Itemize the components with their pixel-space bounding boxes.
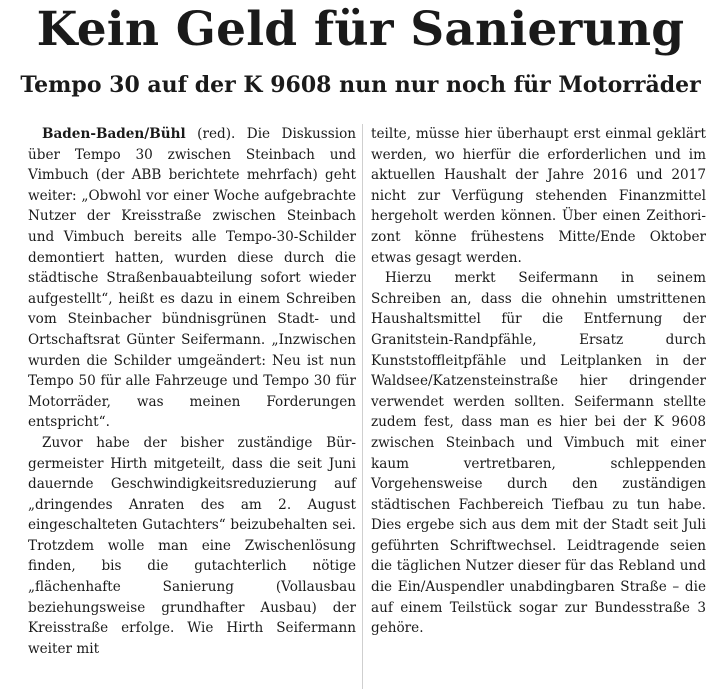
left-column xyxy=(28,124,356,659)
column-divider xyxy=(362,124,363,689)
right-paragraph-1: teilte, müsse hier überhaupt erst einmal geklärt werden, wo hierfür die erforderlichen und im aktuellen Haushalt der Jahre 2016 und 2017 nicht zur Verfügung stehenden Finanzmittel hergeholt werden können. Über einen Zeithorizont könne frühestens Mitte/Ende Oktober etwas gesagt werden. xyxy=(371,126,706,266)
headline: Kein Geld für Sanierung xyxy=(36,2,685,57)
dateline: Baden-Baden/Bühl xyxy=(42,126,186,142)
right-paragraph-2: Hierzu merkt Seifermann in seinem Schreiben an, dass die ohnehin umstrittenen Haushaltsmittel für die Entfernung der Granitstein-Randpfähle, Ersatz durch Kunststoffleitpfähle und Leitplanken in der Waldsee/Katzensteinstraße hier dringender verwendet werden sollten. Seifermann stellte zudem fest, dass man es hier bei der K 9608 zwischen Steinbach und Vimbuch mit einer kaum vertretbaren, schleppenden Vorgehensweise durch den zuständigen städtischen Fachbereich Tiefbau zu tun habe. Dies ergebe sich aus dem mit der Stadt seit Juli geführten Schriftwechsel. Leidtragende seien die täglichen Nutzer dieser für das Rebland und die Ein/Auspendler unabdingbaren Straße – die auf einem Teilstück sogar zur Bundesstraße 3 gehöre. xyxy=(371,270,706,637)
subheadline: Tempo 30 auf der K 9608 nun nur noch für Motorräder xyxy=(20,72,701,98)
right-column xyxy=(371,124,706,639)
left-paragraph-2: Zuvor habe der bisher zuständige Bürgermeister Hirth mitgeteilt, dass die seit Juni dauernde Geschwindigkeitsreduzierung auf „dringendes Anraten des am 2. August eingeschalteten Gutachters“ beizubehalten sei. Trotzdem wolle man eine Zwischenlösung finden, bis die gutachterlich nötige „flächenhafte Sanierung (Vollausbau beziehungsweise grundhafter Ausbau) der Kreisstraße erfolge. Wie Hirth Seifermann weiter mit xyxy=(28,434,356,657)
left-paragraph-1 xyxy=(28,124,356,433)
left-paragraph-1-text: (red). Die Diskussion über Tempo 30 zwischen Steinbach und Vimbuch (der ABB berichtete mehrfach) geht weiter: „Obwohl vor einer Woche aufgebrachte Nutzer der Kreisstraße zwischen Steinbach und Vimbuch bereits alle Tempo-30-Schilder demontiert hatten, wurden diese durch die städtische Straßenbauabteilung sofort wieder aufgestellt“, heißt es dazu in einem Schreiben vom Steinbacher bündnisgrünen Stadt- und Ortschaftsrat Günter Seifermann. „Inzwischen wurden die Schilder umgeändert: Neu ist nun Tempo 50 für alle Fahrzeuge und Tempo 30 für Motorräder, was meinen Forderungen entspricht“. xyxy=(28,126,357,431)
